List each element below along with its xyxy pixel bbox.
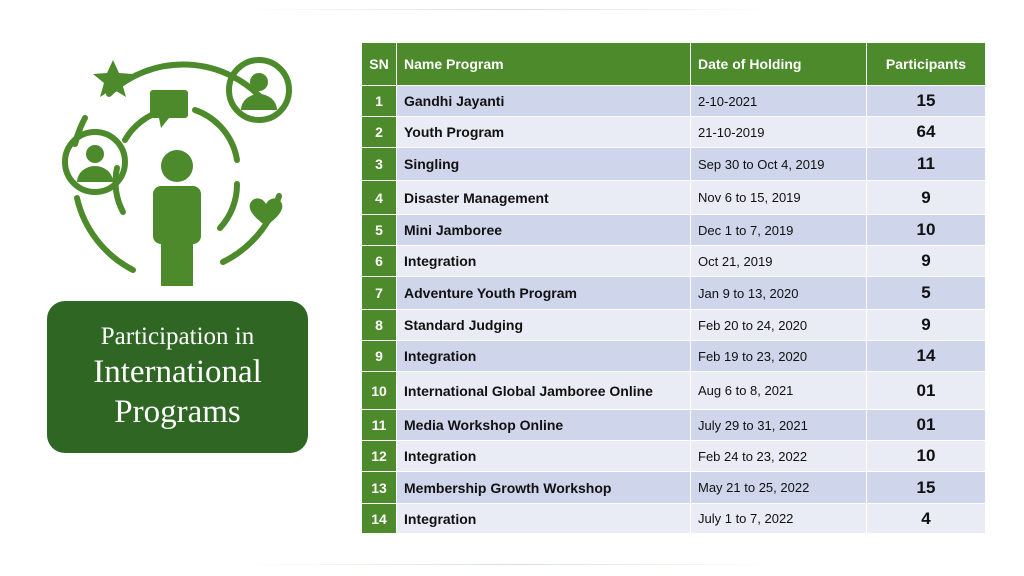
programs-table: [361, 42, 986, 534]
row-program-name: Integration: [397, 441, 691, 472]
row-participants: 9: [867, 181, 986, 215]
inner-ring-arc: [220, 184, 237, 228]
participation-illustration: [55, 48, 305, 293]
row-sn: 13: [362, 472, 397, 504]
row-sn: 8: [362, 310, 397, 341]
heart-icon: [250, 198, 283, 226]
row-program-name: Integration: [397, 246, 691, 277]
row-sn: 6: [362, 246, 397, 277]
row-program-name: Youth Program: [397, 117, 691, 148]
row-participants: 11: [867, 148, 986, 181]
row-program-name: Media Workshop Online: [397, 410, 691, 441]
row-date: Feb 24 to 23, 2022: [691, 441, 867, 472]
row-participants: 15: [867, 86, 986, 117]
table-row: [362, 117, 986, 148]
row-program-name: Integration: [397, 341, 691, 372]
table-row: [362, 341, 986, 372]
bottom-divider: [240, 564, 780, 565]
row-program-name: Gandhi Jayanti: [397, 86, 691, 117]
row-sn: 7: [362, 277, 397, 310]
row-program-name: Adventure Youth Program: [397, 277, 691, 310]
table-row: [362, 372, 986, 410]
table-row: [362, 181, 986, 215]
row-sn: 5: [362, 215, 397, 246]
top-divider: [240, 9, 780, 10]
table-row: [362, 410, 986, 441]
row-date: Oct 21, 2019: [691, 246, 867, 277]
row-participants: 10: [867, 441, 986, 472]
row-program-name: International Global Jamboree Online: [397, 372, 691, 410]
row-participants: 10: [867, 215, 986, 246]
row-participants: 01: [867, 372, 986, 410]
row-date: Sep 30 to Oct 4, 2019: [691, 148, 867, 181]
row-sn: 4: [362, 181, 397, 215]
row-sn: 14: [362, 504, 397, 534]
row-date: Dec 1 to 7, 2019: [691, 215, 867, 246]
table-body: [362, 86, 986, 534]
row-date: 21-10-2019: [691, 117, 867, 148]
row-sn: 2: [362, 117, 397, 148]
title-line-1: Participation in: [100, 323, 255, 350]
title-line-3: Programs: [114, 394, 241, 430]
user-icon: [65, 132, 125, 192]
row-participants: 5: [867, 277, 986, 310]
row-sn: 12: [362, 441, 397, 472]
table-row: [362, 472, 986, 504]
table-row: [362, 148, 986, 181]
row-sn: 3: [362, 148, 397, 181]
table-row: [362, 215, 986, 246]
row-program-name: Integration: [397, 504, 691, 534]
row-date: Feb 19 to 23, 2020: [691, 341, 867, 372]
row-participants: 4: [867, 504, 986, 534]
row-date: Aug 6 to 8, 2021: [691, 372, 867, 410]
table-row: [362, 441, 986, 472]
row-date: May 21 to 25, 2022: [691, 472, 867, 504]
row-date: Feb 20 to 24, 2020: [691, 310, 867, 341]
row-participants: 01: [867, 410, 986, 441]
row-participants: 14: [867, 341, 986, 372]
row-date: Nov 6 to 15, 2019: [691, 181, 867, 215]
row-participants: 64: [867, 117, 986, 148]
table-row: [362, 277, 986, 310]
row-participants: 15: [867, 472, 986, 504]
row-program-name: Mini Jamboree: [397, 215, 691, 246]
row-date: July 29 to 31, 2021: [691, 410, 867, 441]
inner-ring-arc: [195, 110, 237, 160]
person-icon: [153, 150, 201, 286]
row-program-name: Membership Growth Workshop: [397, 472, 691, 504]
row-sn: 9: [362, 341, 397, 372]
row-program-name: Disaster Management: [397, 181, 691, 215]
title-line-2: International: [93, 354, 262, 390]
table-header-row: [362, 43, 986, 86]
table-row: [362, 310, 986, 341]
header-participants: Participants: [867, 43, 986, 86]
row-participants: 9: [867, 246, 986, 277]
row-date: Jan 9 to 13, 2020: [691, 277, 867, 310]
title-panel: [47, 301, 308, 453]
header-name: Name Program: [397, 43, 691, 86]
row-sn: 11: [362, 410, 397, 441]
row-sn: 10: [362, 372, 397, 410]
table-row: [362, 246, 986, 277]
header-date: Date of Holding: [691, 43, 867, 86]
chat-bubble-icon: [150, 90, 188, 128]
table-row: [362, 86, 986, 117]
row-date: July 1 to 7, 2022: [691, 504, 867, 534]
header-sn: SN: [362, 43, 397, 86]
row-date: 2-10-2021: [691, 86, 867, 117]
row-participants: 9: [867, 310, 986, 341]
user-icon: [229, 60, 289, 120]
row-program-name: Singling: [397, 148, 691, 181]
table-row: [362, 504, 986, 534]
row-program-name: Standard Judging: [397, 310, 691, 341]
row-sn: 1: [362, 86, 397, 117]
